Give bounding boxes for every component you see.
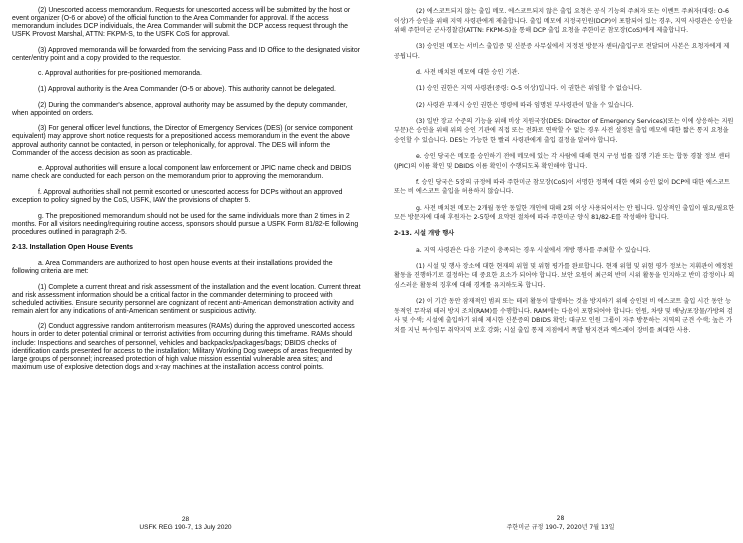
paragraph-b2: (2) Unescorted access memorandum. Requests for unescorted access will be submitted by the host or event organizer (O-6 or above) of the official function to the Area Commander for approval. If the access memorandum includes DCP individuals, the Area Commander will submit the DCP access request through the USFK Provost Marshal, ATTN: FKPM-S, to the USFK CoS for approval. [12,7,351,39]
regulation-citation: 주한미군 규정 190-7, 2020년 7월 13일 [506,523,615,531]
page-footer [0,516,371,532]
paragraph-d2: (2) 사령관 부재시 승인 권한은 명령에 따라 임명된 부사령관이 맡을 수 있습니다. [416,101,634,109]
paragraph-section-a1: (1) Complete a current threat and risk assessment of the installation and the event location. Current threat and risk assessment information should be a critical factor in the commander determining to proceed with scheduled activities. Ensure security personnel are cognizant of recent anti-American demonstration activity and remain alert for any indications of anti-American sentiment or suspicious activity. [12,283,361,315]
paragraph-c2: (2) During the commander's absence, approval authority may be assumed by the deputy commander, when appointed on orders. [12,101,348,117]
paragraph-g: g. 사전 배치된 메모는 2개월 동안 동일한 개인에 대해 2회 이상 사용되어서는 안 됩니다. 일상적인 출입이 필요/필요한 모든 방문자에 대해 후원자는 2-5항에 요약된 절차에 따라 주한미군 양식 81/82-E를 작성해야 합니다. [394,204,735,222]
page-footer [378,515,743,532]
paragraph-d1: (1) 승인 권한은 지역 사령관(중령: O-5 이상)입니다. 이 권한은 위임할 수 없습니다. [416,85,642,93]
page-number: 28 [181,516,190,523]
paragraph-c: c. Approval authorities for pre-positioned memoranda. [38,70,202,78]
paragraph-f: f. Approval authorities shall not permit escorted or unescorted access for DCPs without an approved exception to policy signed by the CoS, USFK, IAW the provisions of chapter 5. [12,188,343,204]
paragraph-b2: (2) 에스코트되지 않는 출입 메모. 에스코트되지 않은 출입 요청은 공식 기능의 주최자 또는 이벤트 주최자(대령: O-6 이상)가 승인을 위해 지역 사령관에게 제출합니다. 출입 메모에 지정국인원(DCP)이 포함되어 있는 경우, 지역 사령관은 승인을 위해 주한미군 군사경찰감(ATTN: FKPM-S)을 통해 DCP 출입 요청을 주한미군 참모장(CoS)에게 제출합니다. [394,8,733,35]
regulation-citation: USFK REG 190-7, 13 July 2020 [139,524,232,531]
paragraph-section-a2: (2) 이 기간 동안 잠재적인 범죄 또는 테러 활동이 발생하는 것을 방지하기 위해 승인된 비 에스코트 출입 시간 동안 능동적인 무작위 테러 방지 조치(RAM)를 수행합니다. RAM에는 다음이 포함되어야 합니다: 인원, 차량 및 배낭/포장물/가방의 검사 및 수색; 시설에 출입하기 위해 제시한 신분증의 DBIDS 확인; 대규모 인원 그룹이 자주 방문하는 지역의 군견 수색; 높은 가치를 지닌 특수임무 취약지역 보호 강화; 시설 출입 통제 지점에서 폭발 탐지견과 엑스레이 장비를 최대한 사용. [394,298,733,334]
paragraph-d: d. 사전 배치된 메모에 대한 승인 기관. [416,69,520,77]
page-number: 28 [556,515,565,522]
page-gutter [371,0,378,543]
paragraph-d3: (3) 일반 장교 수준의 기능을 위해 비상 지원국장(DES: Director of Emergency Services)(또는 이에 상응하는 지원 부문)은 승인을 위해 위의 승인 기관에 직접 또는 전화로 연락할 수 없는 경우 사전 설정된 출입 메모에 대한 짧은 통지 요청을 승인할 수 있습니다. DES는 가능한 한 빨리 사령관에게 출입 결정을 알려야 합니다. [394,117,734,144]
paragraph-g: g. The prepositioned memorandum should not be used for the same individuals more than 2 times in 2 months. For all visitors needing/requiring routine access, sponsors should pursue a USFK Form 81/82-E following procedures outlined in paragraph 2-5. [12,212,359,236]
paragraph-c1: (1) Approval authority is the Area Commander (O-5 or above). This authority cannot be delegated. [38,86,336,94]
korean-page [378,0,743,543]
paragraph-section-a: a. Area Commanders are authorized to host open house events at their installations provided the following criteria are met: [12,259,333,276]
paragraph-f: f. 승인 당국은 5장의 규정에 따라 주한미군 참모장(CoS)이 서명한 정책에 대한 예외 승인 없이 DCP에 대한 에스코트 또는 비 에스코트 출입을 허용하지 않습니다. [394,178,730,196]
paragraph-b3: (3) Approved memoranda will be forwarded from the servicing Pass and ID Office to the designated visitor center/entry point and a copy provided to the requestor. [12,46,360,62]
paragraph-e: e. Approval authorities will ensure a local component law enforcement or JPIC name check and DBIDS name check are conducted for each person on the memorandum prior to approving the memorandum. [12,165,352,181]
paragraph-section-a: a. 지역 사령관은 다음 기준이 충족되는 경우 시설에서 개방 행사를 주최할 수 있습니다. [416,246,651,254]
section-heading: 2-13. 시설 개방 행사 [394,230,455,238]
paragraph-section-a1: (1) 시설 및 행사 장소에 대한 현재의 위협 및 위험 평가를 완료합니다. 현재 위협 및 위험 평가 정보는 지휘관이 예정된 활동을 진행하기로 결정하는 데 중요한 요소가 되어야 합니다. 보안 요원이 최근의 반미 시위 활동을 인지하고 반미 감정이나 의심스러운 활동의 징후에 대해 경계를 유지하도록 합니다. [394,262,735,289]
paragraph-c3: (3) For general officer level functions, the Director of Emergency Services (DES) (or service component equivalent) may approve short notice requests for a prepositioned access memorandum in the event the above approval authority cannot be contacted, in person or telephonically, for approval. The DES will inform the Commander of the access decision as soon as practicable. [12,125,353,157]
paragraph-e: e. 승인 당국은 메모를 승인하기 전에 메모에 있는 각 사람에 대해 현지 구성 법률 집행 기관 또는 합동 경찰 정보 센터(JPIC)의 이름 확인 및 DBIDS 이름 확인이 수행되도록 확인해야 합니다. [394,153,731,170]
section-heading: 2-13. Installation Open House Events [12,244,134,252]
english-page [0,0,371,543]
paragraph-section-a2: (2) Conduct aggressive random antiterrorism measures (RAMs) during the approved unescorted access hours in order to deter potential criminal or terrorist activities from occurring during this timeframe. RAMs should include: Inspections and searches of personnel, vehicles and backpacks/packages/bags; DBIDS checks of identification cards presented for access to the installation; Military Working Dog sweeps of areas frequented by large groups of personnel; increased protection of high value mission essential vulnerable area sites; and maximum use of explosive detection dogs and x-ray machines at the installation access control points. [12,323,355,371]
paragraph-b3: (3) 승인된 메모는 서비스 출입증 및 신분증 사무실에서 지정된 방문자 센터/출입구로 전달되며 사본은 요청자에게 제공됩니다. [394,43,730,60]
